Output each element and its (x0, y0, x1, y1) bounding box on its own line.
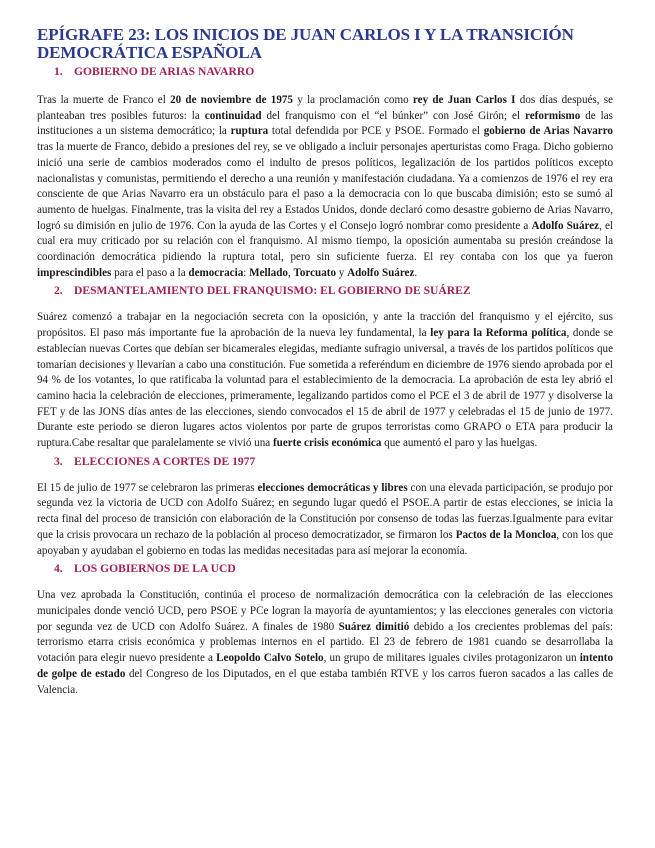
section-3-title: ELECCIONES A CORTES DE 1977 (74, 454, 256, 468)
body-text: tras la muerte de Franco, debido a presiones del rey, se ve obligado a incluir personajes aperturistas como Fraga. Dicho gobierno inició una serie de cambios moderados como el indulto de presos políticos, legalización de los partidos políticos excepto nacionalistas y comunistas, permitiendo el derecho a una reunión y manifestación ciudadana. Ya a comienzos de 1976 el rey era consciente de que Arias Navarro era un obstáculo para el paso a la democracia con lo que buscaba dimisión; esto se sumó al aumento de huelgas. Finalmente, tras la visita del rey a Estados Unidos, donde declaró como desastre gobierno de Arias Navarro, logró su dimisión en julio de 1976. Con la ayuda de las Cortes y el Consejo logró nombrar como presidente a (37, 141, 613, 232)
body-text: Una vez aprobada la Constitución, continúa el proceso de normalización democrática con la celebración de las elecciones municipales donde venció UCD, pero PSOE y PCe logran la mayoría de ayuntamientos; y las elecciones generales con victoria por segunda vez de UCD con Adolfo Suárez. A finales de 1980 (37, 589, 613, 633)
section-4-paragraph (37, 588, 613, 698)
section-2-title: DESMANTELAMIENTO DEL FRANQUISMO: EL GOBIERNO DE SUÁREZ (74, 284, 471, 298)
body-text: : (243, 266, 250, 279)
body-text: del franquismo con el “el búnker” con José Girón; el (261, 109, 526, 122)
body-text: total defendida por PCE y PSOE. Formado el (268, 125, 484, 138)
bold-text: gobierno de Arias Navarro (483, 125, 613, 138)
section-2-paragraph (37, 310, 613, 451)
body-text: , el cual era muy criticado por su relación con el franquismo. Al mismo tiempo, la oposición aumentaba su presión creándose la coordinación democrática pidiendo la ruptura total, pero sin suficiente fuerza. El rey contaba con los que ya fueron (37, 219, 613, 264)
body-text: del Congreso de los Diputados, en el que estaba también RTVE y los carros fueron sacados a las calles de Valencia. (37, 667, 613, 696)
section-1-title: GOBIERNO DE ARIAS NAVARRO (74, 65, 255, 78)
body-text: El 15 de julio de 1977 se celebraron las primeras (37, 481, 258, 494)
body-text: , donde se establecían nuevas Cortes que debían ser bicamerales elegidas, mediante sufragio universal, a través de los partidos políticos que tomarían decisiones y llevarían a cabo una constitución. Fue sometida a referéndum en diciembre de 1976 siendo aprobada por el 94 % de los votantes, lo que ratificaba la voluntad para el establecimiento de la democracia. La aprobación de esta ley abrió el camino hacia la celebración de elecciones, primeramente, legalizando partidos como el PCE el 3 de abril de 1977 y disolverse la FET y de las JONS días antes de las elecciones, siendo convocados el 15 de abril de 1977 y celebradas el 15 de junio de 1977. Durante este periodo se dieron lugares actos violentos por parte de grupos terroristas como GRAPO o ETA para producir la ruptura.Cabe resaltar que paralelamente se vivió una (37, 327, 613, 450)
bold-text: ruptura (230, 125, 269, 138)
body-text: , (287, 266, 294, 279)
bold-text: fuerte crisis económica (272, 437, 382, 450)
bold-text: Mellado (249, 266, 288, 279)
bold-text: Torcuato (293, 266, 337, 279)
body-text: dos días después, se planteaban tres posibles futuros: la (37, 94, 614, 122)
body-text: Tras la muerte de Franco el (37, 94, 171, 106)
section-3-number: 3. (54, 454, 63, 468)
section-4-number: 4. (54, 562, 63, 576)
section-3-heading (54, 455, 613, 469)
section-1-heading (54, 65, 613, 79)
bold-text: elecciones democráticas y libres (257, 481, 408, 494)
body-text: debido a los crecientes problemas del país: terrorismo etarra crisis económica y problemas internos en el partido. El 23 de febrero de 1981 cuando se desarrollaba la votación para elegir nuevo presidente a (37, 620, 613, 665)
section-2-number: 2. (54, 284, 63, 298)
bold-text: Adolfo Suárez (347, 266, 415, 279)
body-text: con una elevada participación, se produjo por segunda vez la victoria de UCD con Adolfo Suárez; en segundo lugar quedó el PSOE.A partir de estas elecciones, se inicia la recta final del proceso de transición con elaboración de la Constitución por consenso de todas las fuerzas.Igualmente para evitar que la crisis provocara un rechazo de la población al proceso democratizador, se firmaron los (37, 481, 613, 541)
body-text: para el paso a la (111, 266, 189, 279)
bold-text: continuidad (204, 109, 262, 122)
section-4-title: LOS GOBIERNOS DE LA UCD (74, 562, 236, 576)
bold-text: imprescindibles (37, 266, 112, 279)
bold-text: Pactos de la Moncloa (455, 528, 557, 541)
bold-text: Leopoldo Calvo Sotelo (216, 652, 324, 665)
section-3-paragraph (37, 481, 613, 560)
body-text: y la proclamación como (292, 94, 413, 106)
bold-text: reformismo (525, 109, 581, 122)
body-text: que aumentó el paro y las huelgas. (381, 437, 538, 450)
body-text: Suárez comenzó a trabajar en la negociación secreta con la oposición, y ante la tracción del franquismo y el ejército, sus propósitos. El paso más importante fue la aprobación de la nueva ley fundamental, la (37, 311, 613, 340)
bold-text: Adolfo Suárez (531, 219, 600, 232)
body-text: , con los que apoyaban y ayudaban el gobierno en todas las medidas necesitadas para así mejorar la economía. (37, 528, 614, 557)
body-text: y (336, 266, 348, 279)
section-1-number: 1. (54, 65, 63, 78)
bold-text: democracia (188, 266, 244, 279)
section-2-heading (54, 284, 613, 298)
bold-text: 20 de noviembre de 1975 (170, 94, 293, 106)
page-title: EPÍGRAFE 23: LOS INICIOS DE JUAN CARLOS I Y LA TRANSICIÓN DEMOCRÁTICA ESPAÑOLA (37, 25, 574, 62)
section-4-heading (54, 562, 613, 576)
section-1-paragraph (37, 93, 613, 281)
bold-text: rey de Juan Carlos I (412, 94, 516, 106)
body-text: de las instituciones a un sistema democrático; la (37, 109, 613, 138)
bold-text: ley para la Reforma política (430, 327, 567, 340)
body-text: . (414, 266, 418, 279)
body-text: , un grupo de militares iguales civiles protagonizaron un (323, 652, 580, 665)
bold-text: Suárez dimitió (338, 620, 410, 633)
bold-text: intento de golpe de estado (37, 652, 613, 680)
